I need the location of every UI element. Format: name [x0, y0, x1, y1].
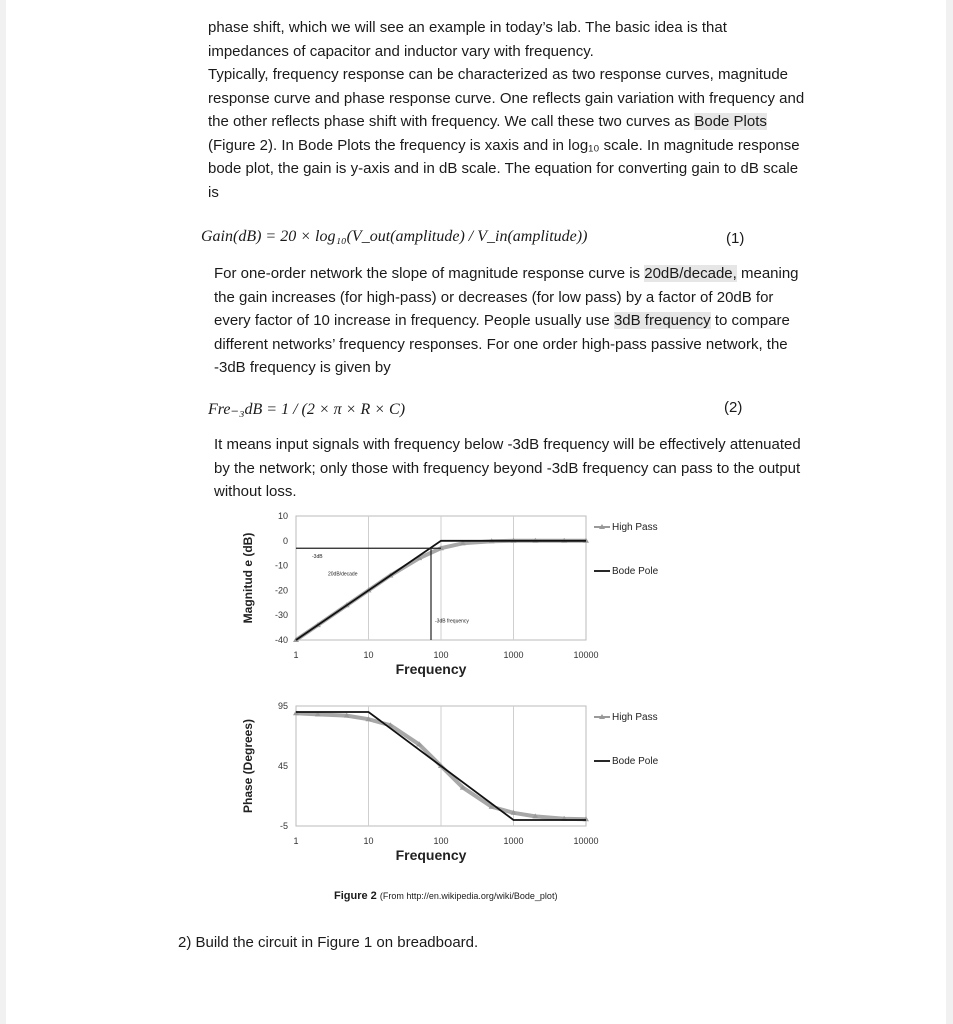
legend-high-pass-label: High Pass: [612, 712, 658, 723]
step-2: 2) Build the circuit in Figure 1 on breadboard.: [178, 934, 479, 951]
annotation-slope: 20dB/decade: [328, 571, 358, 578]
paragraph-intro: phase shift, which we will see an example in today’s lab. The basic idea is that impedances of capacitor and inductor vary with frequency.: [208, 19, 727, 60]
document-page: [6, 0, 946, 1024]
annotation-minus-3db: -3dB: [312, 554, 323, 561]
magnitude-chart: [226, 506, 696, 692]
x-tick-label: 1: [293, 836, 299, 846]
x-tick-label: 1000: [503, 836, 524, 846]
equation-1-number: (1): [726, 230, 745, 247]
x-tick-label: 10: [363, 650, 374, 660]
y-tick-label: 10: [277, 511, 288, 521]
x-tick-label: 10: [363, 836, 374, 846]
y-tick-label: -40: [274, 635, 288, 645]
y-tick-label: 45: [277, 761, 288, 771]
y-tick-label: 0: [282, 535, 288, 546]
text-segment: (Figure 2). In Bode Plots the frequency is xaxis and in log₁₀ scale. In magnitude response bode plot, the gain is y-axis and in dB scale. The equation for converting gain to dB scale is: [208, 136, 800, 201]
figure-caption-source: (From http://en.wikipedia.org/wiki/Bode_plot): [379, 891, 558, 901]
legend-bode-pole-label: Bode Pole: [612, 566, 659, 577]
phase-chart: [226, 690, 696, 880]
equation-2-number: (2): [724, 399, 743, 416]
text-segment: to compare different networks’ frequency responses. For one order high-pass passive network, the -3dB frequency is given by: [214, 312, 790, 376]
x-tick-label: 1000: [503, 650, 524, 660]
paragraph-bode-intro: [208, 63, 808, 204]
x-tick-label: 100: [433, 836, 449, 846]
equation-2: Fre₋₃dB = 1 / (2 × π × R × C): [208, 401, 406, 418]
y-tick-label: -5: [279, 821, 288, 831]
annotation-minus-3db-frequency: -3dB frequency: [435, 618, 469, 625]
text-segment: For one-order network the slope of magnitude response curve is: [214, 265, 645, 282]
x-axis-title: Frequency: [395, 847, 467, 863]
y-tick-label: -30: [274, 610, 288, 621]
y-tick-label: -20: [274, 585, 288, 596]
y-tick-label: -10: [274, 560, 288, 571]
equation-1: Gain(dB) = 20 × log₁₀(V_out(amplitude) / V_in(amplitude)): [201, 228, 588, 245]
legend-bode-pole-label: Bode Pole: [612, 756, 659, 767]
x-tick-label: 10000: [573, 836, 599, 846]
legend-high-pass-label: High Pass: [612, 522, 658, 533]
highlight-bode-plots: Bode Plots: [694, 113, 767, 130]
y-tick-label: 95: [277, 701, 288, 711]
text-segment: Typically, frequency response can be characterized as two response curves, magnitude response curve and phase response curve. One reflects gain variation with frequency and the other reflects phase shift with frequency. We call these two curves as: [208, 66, 805, 130]
paragraph-slope: [214, 262, 814, 380]
y-axis-title: Magnitud e (dB): [241, 532, 255, 624]
x-axis-title: Frequency: [395, 661, 467, 677]
y-axis-title: Phase (Degrees): [241, 718, 255, 814]
text-segment: meaning the gain increases (for high-pass) or decreases (for low pass) by a factor of 20dB for every factor of 10 increase in frequency. People usually use: [214, 265, 799, 329]
figure-caption: [334, 890, 557, 902]
x-tick-label: 1: [293, 650, 299, 660]
highlight-20db-decade: 20dB/decade,: [644, 265, 737, 282]
x-tick-label: 100: [433, 650, 449, 660]
highlight-3db-frequency: 3dB frequency: [613, 312, 711, 329]
paragraph-attenuation: It means input signals with frequency below -3dB frequency will be effectively attenuated by the network; only those with frequency beyond -3dB frequency can pass to the output without loss.: [214, 436, 801, 500]
figure-caption-label: Figure 2: [334, 890, 377, 902]
x-tick-label: 10000: [573, 650, 599, 660]
